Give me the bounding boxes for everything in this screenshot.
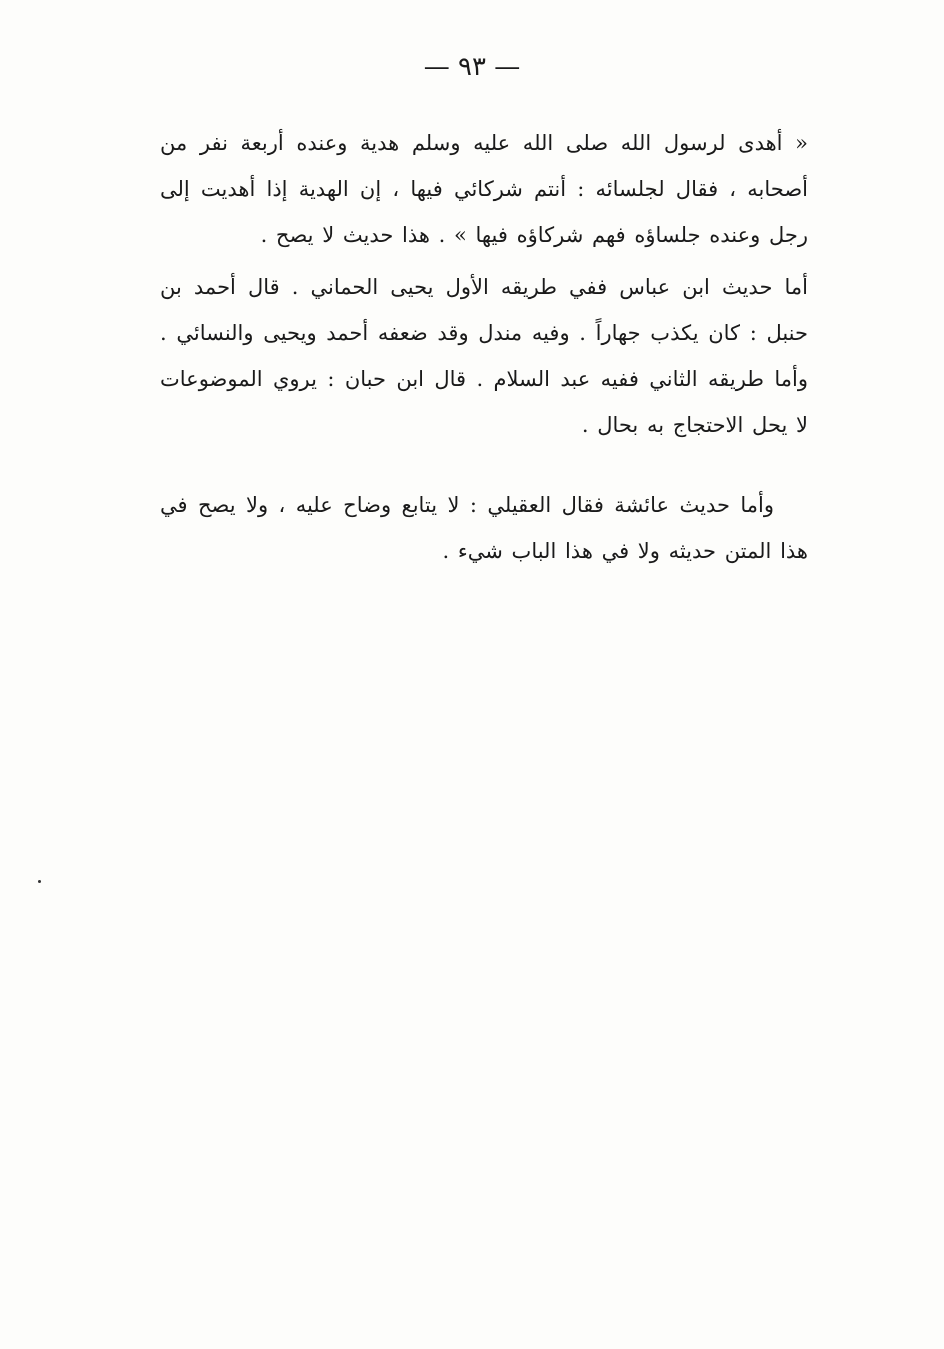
paragraph-3: وأما حديث عائشة فقال العقيلي : لا يتابع وضاح عليه ، ولا يصح في هذا المتن حديثه ولا في هذا الباب شيء . bbox=[160, 493, 808, 563]
scan-speck bbox=[38, 880, 41, 883]
paragraph-aisha bbox=[160, 482, 808, 574]
paragraph-1: « أهدى لرسول الله صلى الله عليه وسلم هدية وعنده أربعة نفر من أصحابه ، فقال لجلسائه : أنتم شركائي فيها ، إن الهدية إذا أهديت إلى رجل وعنده جلساؤه فهم شركاؤه فيها » . هذا حديث لا يصح . bbox=[160, 131, 808, 247]
paragraph-hadith-text bbox=[160, 120, 808, 258]
paragraph-2: أما حديث ابن عباس ففي طريقه الأول يحيى الحماني . قال أحمد بن حنبل : كان يكذب جهاراً . وفيه مندل وقد ضعفه أحمد ويحيى والنسائي . وأما طريقه الثاني ففيه عبد السلام . قال ابن حبان : يروي الموضوعات لا يحل الاحتجاج به بحال . bbox=[160, 275, 808, 437]
page-number: — ٩٣ — bbox=[423, 52, 521, 82]
paragraph-ibn-abbas bbox=[160, 264, 808, 448]
